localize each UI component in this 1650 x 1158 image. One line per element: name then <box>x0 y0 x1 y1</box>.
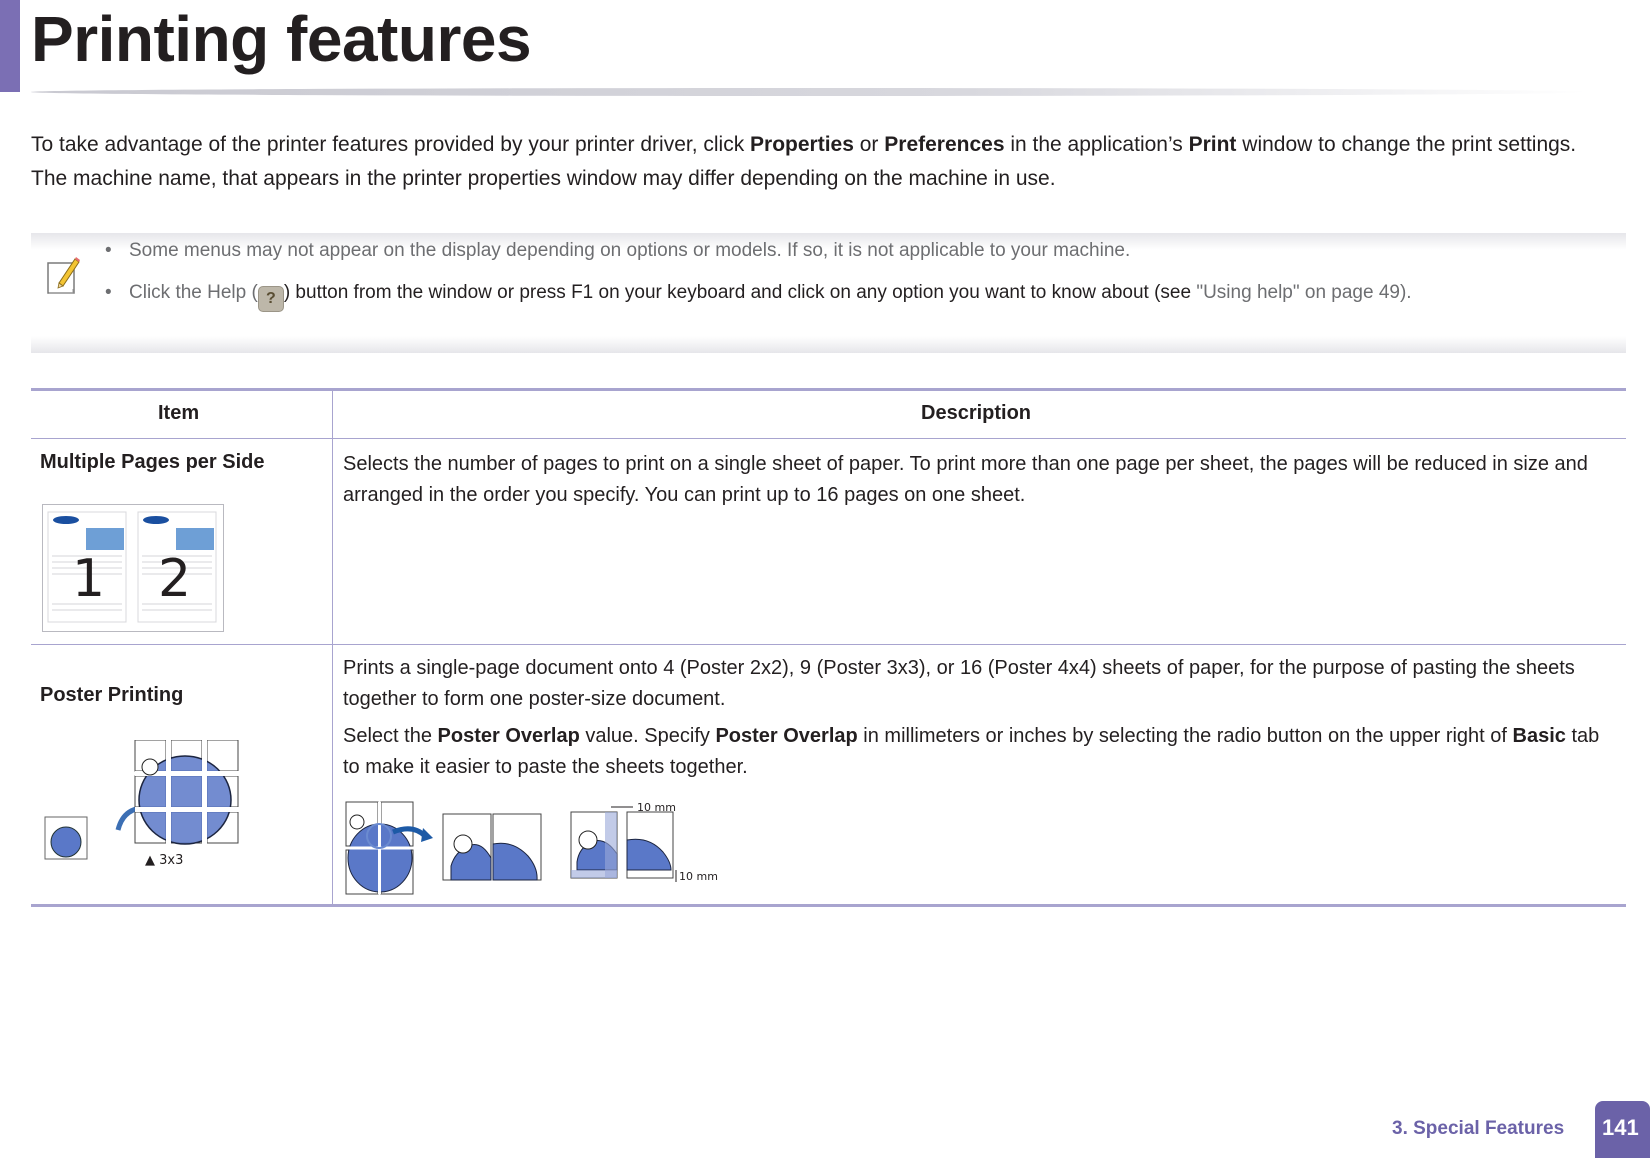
overlap-side-label: 10 mm <box>679 870 718 883</box>
features-table <box>31 388 1626 907</box>
note-box <box>31 233 1626 353</box>
note-item: • Click the Help ( ? ) button from the window or press F1 on your keyboard and click on any option you want to know about (see "Using help" on page 49). <box>101 281 1611 312</box>
poster-caption: ▲ 3x3 <box>145 853 184 868</box>
page-title: Printing features <box>31 3 532 75</box>
multiple-pages-description: Selects the number of pages to print on a single sheet of paper. To print more than one page per sheet, the pages will be reduced in size and arranged in the order you specify. You can print up to 16 pages on one sheet. <box>343 453 1588 506</box>
preferences-term: Preferences <box>884 133 1005 156</box>
page-number-badge <box>1595 1101 1650 1158</box>
poster-overlap-illustration <box>343 800 763 900</box>
multiple-pages-illustration <box>42 504 224 632</box>
intro-paragraph: To take advantage of the printer features provided by your printer driver, click Properties or Preferences in the application’s Print window to change the print settings. The machine name, that appears in the printer properties window may differ depending on the machine in use. <box>31 133 1577 190</box>
header-description: Description <box>921 402 1032 424</box>
page-number: 141 <box>1602 1115 1639 1140</box>
poster-description-2: Select the Poster Overlap value. Specify Poster Overlap in millimeters or inches by selecting the radio button on the upper right of Basic tab to make it easier to paste the sheets together. <box>343 725 1600 778</box>
page-number-2: 2 <box>158 549 192 609</box>
poster-description-1: Prints a single-page document onto 4 (Poster 2x2), 9 (Poster 3x3), or 16 (Poster 4x4) sheets of paper, for the purpose of pasting the sheets together to form one poster-size document. <box>343 657 1575 710</box>
footer-chapter: 3. Special Features <box>1392 1118 1565 1139</box>
note-pencil-icon <box>45 255 81 297</box>
table-row <box>31 439 1626 645</box>
note-list <box>101 239 1611 330</box>
title-underline <box>31 88 1591 96</box>
help-icon: ? <box>258 286 284 312</box>
overlap-top-label: 10 mm <box>637 801 676 814</box>
poster-3x3-illustration <box>43 740 273 880</box>
item-poster-printing: Poster Printing <box>40 684 184 706</box>
header-accent-bar <box>0 0 20 92</box>
print-term: Print <box>1188 133 1237 156</box>
item-multiple-pages: Multiple Pages per Side <box>40 451 265 473</box>
properties-term: Properties <box>750 133 854 156</box>
note-item: • Some menus may not appear on the display depending on options or models. If so, it is not applicable to your machine. <box>101 239 1611 263</box>
using-help-link[interactable]: "Using help" on page 49). <box>1196 282 1412 303</box>
table-row <box>31 645 1626 907</box>
header-item: Item <box>158 402 200 424</box>
table-header <box>31 388 1626 439</box>
page-number-1: 1 <box>72 549 106 609</box>
